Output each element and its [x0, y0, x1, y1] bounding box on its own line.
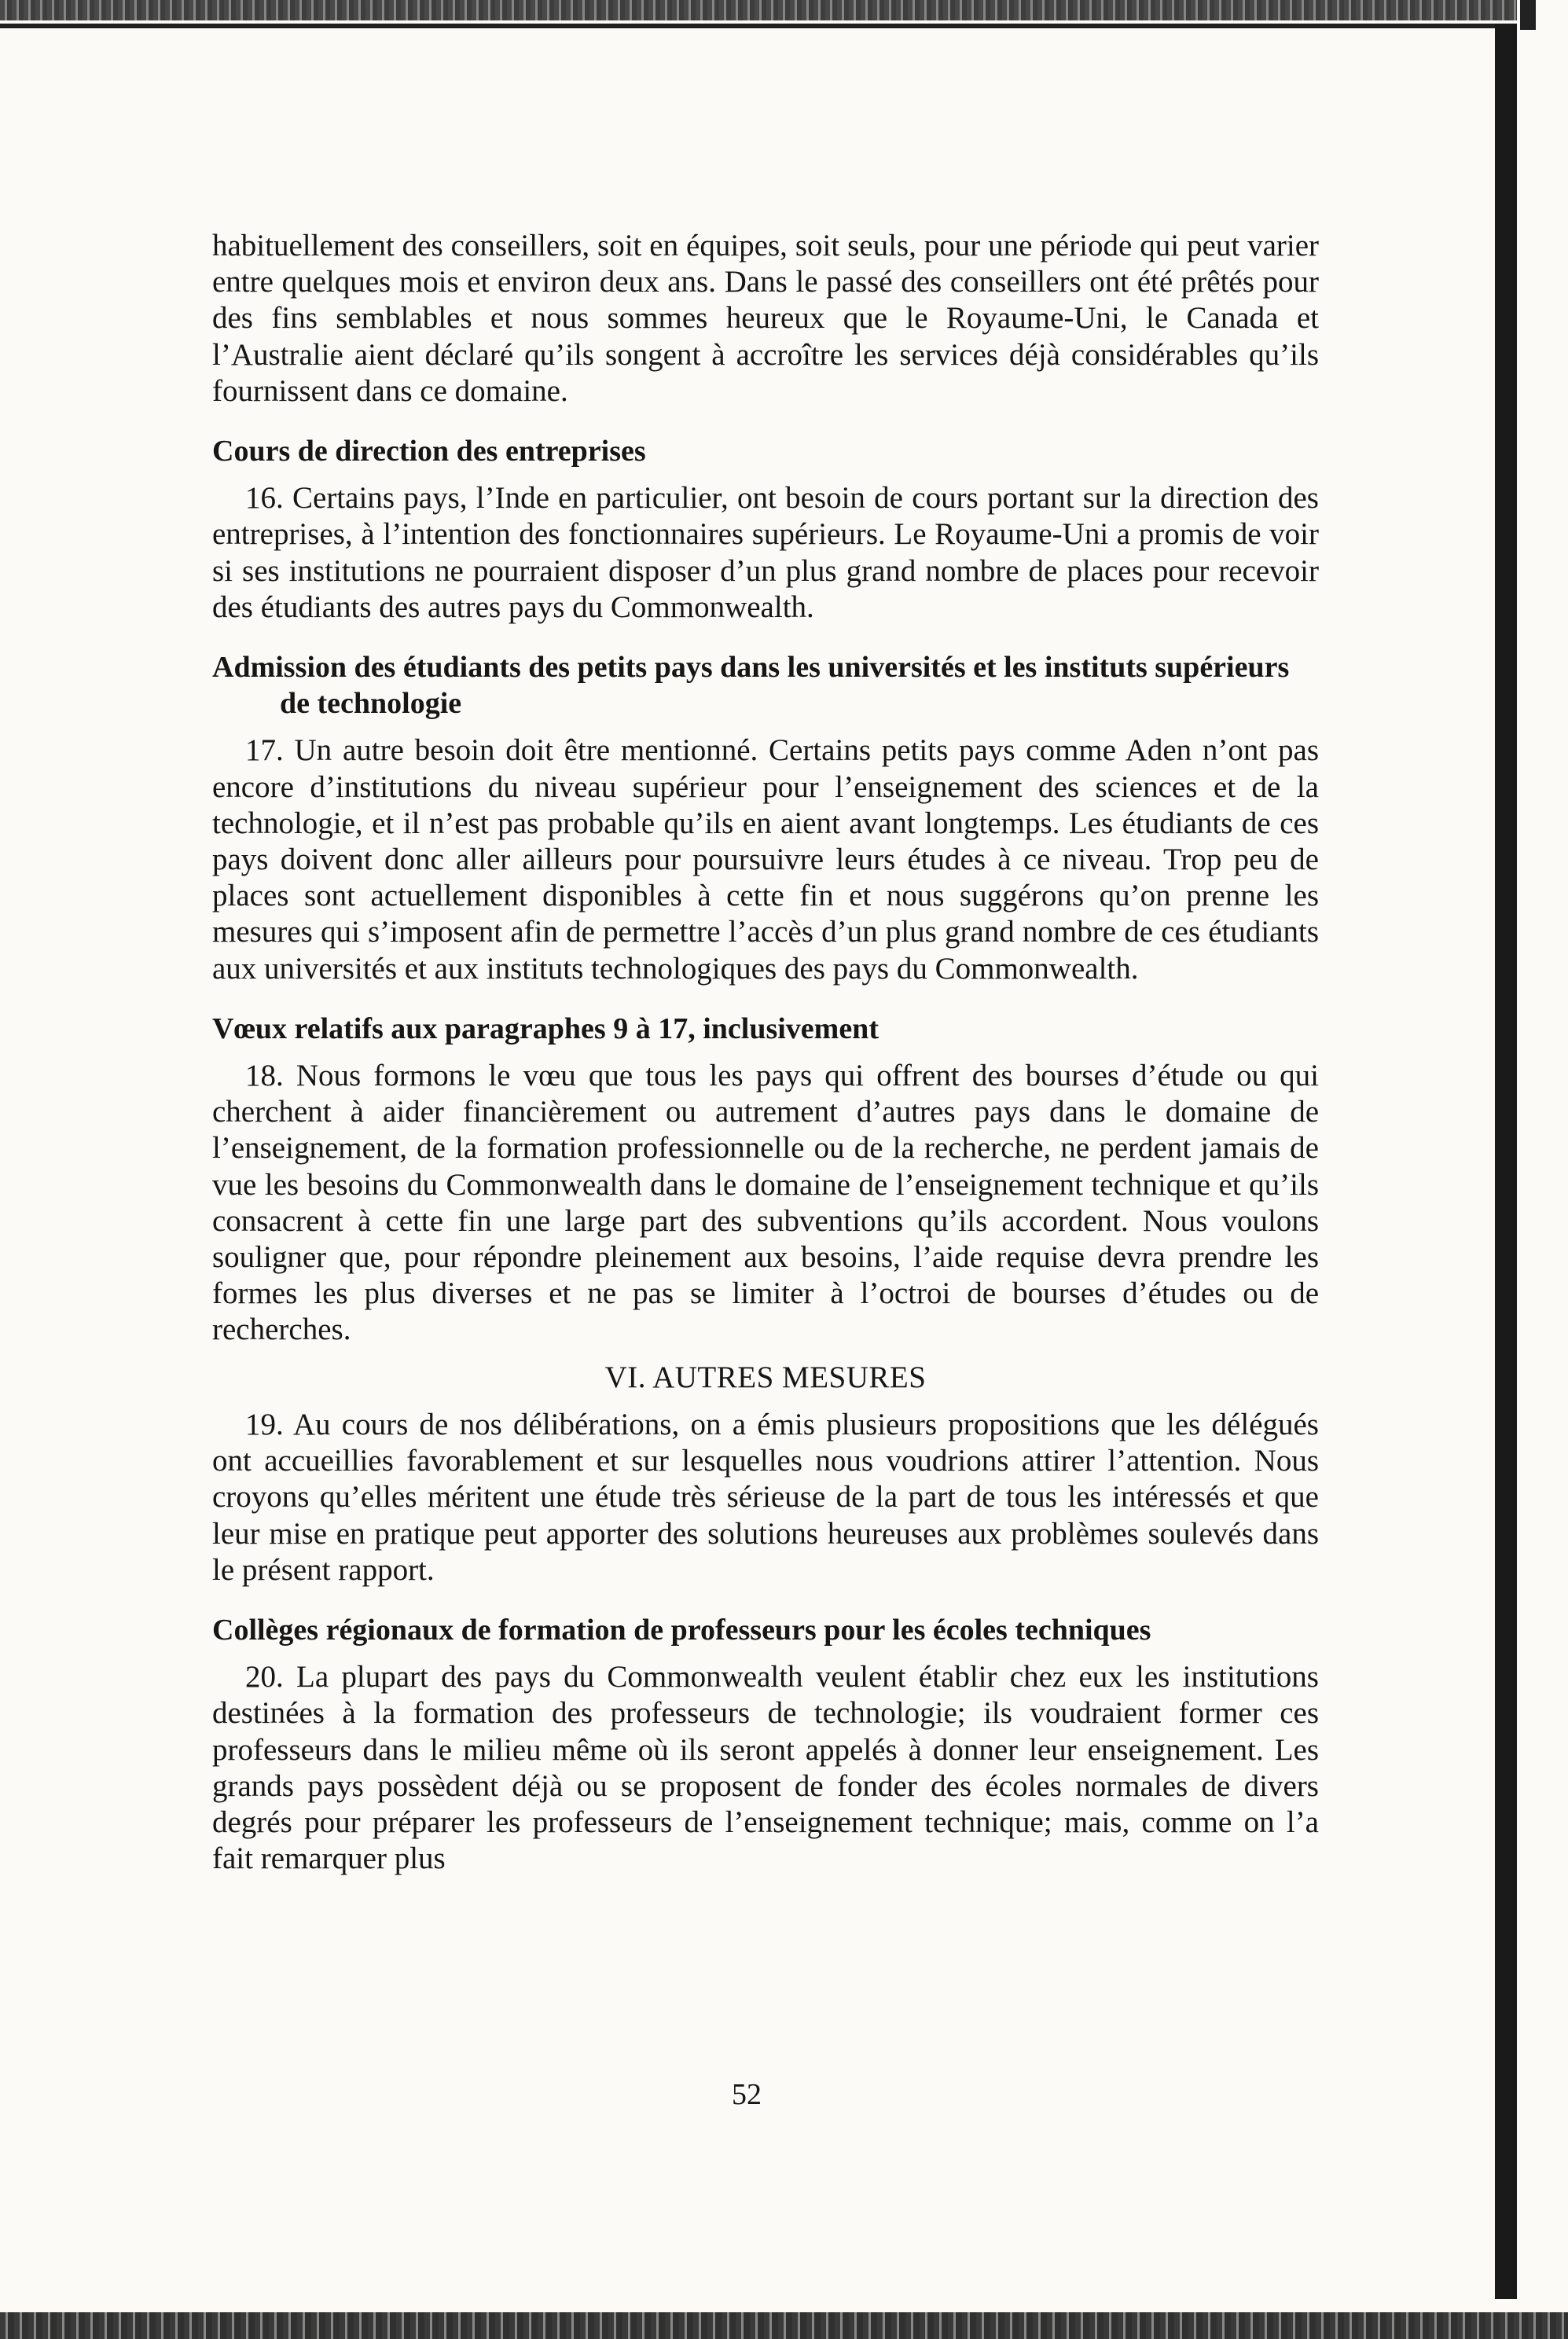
- heading-admission-etudiants: Admission des étudiants des petits pays dans les universités et les instituts supérieurs de technologie: [212, 651, 1290, 721]
- section-title-autres-mesures: VI. AUTRES MESURES: [604, 1360, 927, 1394]
- heading-voeux: Vœux relatifs aux paragraphes 9 à 17, inclusivement: [212, 1012, 879, 1045]
- paragraph-19: 19. Au cours de nos délibérations, on a émis plusieurs propositions que les délégués ont accueillies favorablement et sur lesquelles nous voudrions attirer l’attention. Nous croyons qu’elles méritent une étude très sérieuse de la part de tous les intéressés et que leur mise en pratique peut apporter des solutions heureuses aux problèmes soulevés dans le présent rapport.: [212, 1407, 1319, 1587]
- paragraph-16: 16. Certains pays, l’Inde en particulier, ont besoin de cours portant sur la direction des entreprises, à l’intention des fonctionnaires supérieurs. Le Royaume-Uni a promis de voir si ses institutions ne pourraient disposer d’un plus grand nombre de places pour recevoir des étudiants des autres pays du Commonwealth.: [212, 481, 1319, 624]
- paragraph-17: 17. Un autre besoin doit être mentionné. Certains petits pays comme Aden n’ont pas encore d’institutions du niveau supérieur pour l’enseignement des sciences et de la technologie, et il n’est pas probable qu’ils en aient avant longtemps. Les étudiants de ces pays doivent donc aller ailleurs pour poursuivre leurs études à ce niveau. Trop peu de places sont actuellement disponibles à cette fin et nous suggérons qu’on prenne les mesures qui s’imposent afin de permettre l’accès d’un plus grand nombre de ces étudiants aux universités et aux instituts technologiques des pays du Commonwealth.: [212, 733, 1319, 986]
- spacer: [212, 987, 1319, 1011]
- spacer: [212, 1588, 1319, 1612]
- spacer: [212, 1349, 1319, 1360]
- page-body: [212, 228, 1319, 1877]
- spacer: [212, 722, 1319, 733]
- spacer: [212, 626, 1319, 649]
- paragraph-18: 18. Nous formons le vœu que tous les pays qui offrent des bourses d’étude ou qui cherchent à aider financièrement ou autrement d’autres pays dans le domaine de l’enseignement, de la formation professionnelle ou de la recherche, ne perdent jamais de vue les besoins du Commonwealth dans le domaine de l’enseignement technique et qu’ils consacrent à cette fin une large part des subventions qu’ils accordent. Nous voulons souligner que, pour répondre pleinement aux besoins, l’aide requise devra prendre les formes les plus diverses et ne pas se limiter à l’octroi de bourses d’études ou de recherches.: [212, 1059, 1319, 1347]
- spacer: [212, 1396, 1319, 1407]
- intro-paragraph: habituellement des conseillers, soit en équipes, soit seuls, pour une période qui peut varier entre quelques mois et environ deux ans. Dans le passé des conseillers ont été prêtés pour des fins semblables et nous sommes heureux que le Royaume-Uni, le Canada et l’Australie aient déclaré qu’ils songent à accroître les services déjà considérables qu’ils fournissent dans ce domaine.: [212, 229, 1319, 408]
- heading-colleges-regionaux: Collèges régionaux de formation de professeurs pour les écoles techniques: [212, 1613, 1151, 1647]
- spacer: [212, 1648, 1319, 1659]
- paragraph-20: 20. La plupart des pays du Commonwealth veulent établir chez eux les institutions destinées à la formation des professeurs de technologie; ils voudraient former ces professeurs dans le milieu même où ils seront appelés à donner leur enseignement. Les grands pays possèdent déjà ou se proposent de fonder des écoles normales de divers degrés pour préparer les professeurs de l’enseignement technique; mais, comme on l’a fait remarquer plus: [212, 1660, 1319, 1876]
- spacer: [212, 469, 1319, 480]
- scan-edge-corner: [1520, 0, 1536, 30]
- scan-margin-right: [1517, 0, 1568, 2339]
- spacer: [212, 409, 1319, 433]
- spacer: [212, 1047, 1319, 1058]
- scan-edge-bottom: [0, 2312, 1568, 2339]
- scan-edge-top-line: [0, 24, 1568, 28]
- heading-cours-direction: Cours de direction des entreprises: [212, 435, 646, 468]
- page-number: 52: [732, 2078, 762, 2111]
- scan-edge-top: [0, 0, 1568, 20]
- scan-edge-right: [1495, 24, 1517, 2299]
